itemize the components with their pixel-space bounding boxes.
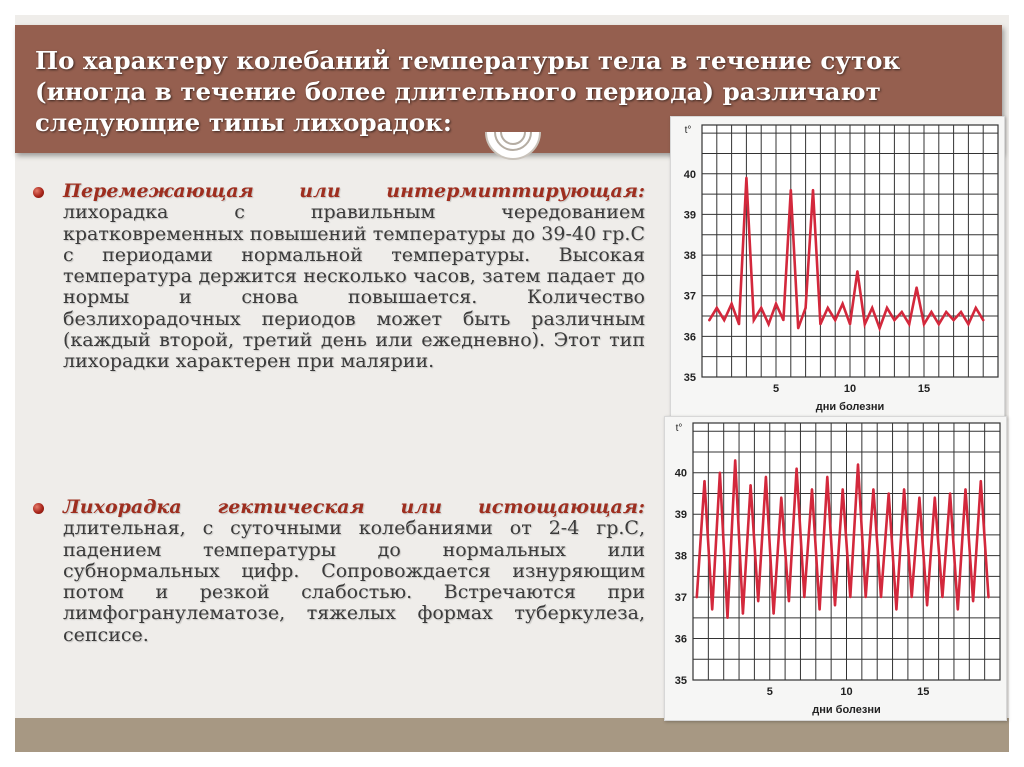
temperature-point: [745, 177, 747, 179]
bullet-hectic-text: [63, 497, 645, 646]
temperature-point: [696, 596, 698, 598]
y-tick-label: 36: [674, 633, 687, 646]
temperature-point: [772, 612, 774, 614]
temperature-point: [849, 596, 851, 598]
temperature-point: [760, 307, 762, 309]
temperature-point: [703, 480, 705, 482]
temperature-point: [982, 319, 984, 321]
temperature-point: [941, 596, 943, 598]
temperature-point: [834, 604, 836, 606]
temperature-point: [872, 488, 874, 490]
temperature-point: [767, 323, 769, 325]
temperature-point: [930, 311, 932, 313]
bullet-intermittent-body: лихорадка с правильным чередованием кратковременных повышений температуры до 39-40 гр.С с периодами нормальной температуры. Высокая температура держится несколько часов, затем падает до нормы и снова повышается. Количество безлихорадочных периодов может быть различным (каждый второй, третий день или ежедневно). Этот тип лихорадки характерен при малярии.: [63, 201, 645, 373]
slide-title: По характеру колебаний температуры тела в течение суток (иногда в течение более длительного периода) различают следующие типы лихорадок:: [35, 46, 901, 137]
x-tick-label: 15: [917, 686, 930, 698]
temperature-point: [753, 319, 755, 321]
y-tick-label: 38: [674, 550, 687, 563]
temperature-point: [827, 307, 829, 309]
temperature-point: [952, 319, 954, 321]
temperature-point: [757, 600, 759, 602]
temperature-point: [864, 596, 866, 598]
decorative-circle-icon: [482, 132, 544, 168]
temperature-point: [723, 319, 725, 321]
x-tick-label: 15: [917, 383, 931, 395]
temperature-point: [911, 596, 913, 598]
temperature-point: [878, 327, 880, 329]
bullet-intermittent-term: Перемежающая или интермиттирующая:: [63, 180, 645, 202]
temperature-point: [945, 311, 947, 313]
temperature-point: [711, 608, 713, 610]
temperature-point: [782, 319, 784, 321]
temperature-point: [730, 303, 732, 305]
temperature-point: [903, 488, 905, 490]
y-tick-label: 39: [683, 209, 696, 222]
bullet-hectic: [33, 497, 645, 646]
y-tick-label: 37: [683, 290, 696, 303]
y-tick-label: 35: [683, 372, 696, 384]
bullet-intermittent: [33, 181, 645, 373]
temperature-point: [726, 617, 728, 619]
temperature-point: [923, 323, 925, 325]
temperature-point: [797, 327, 799, 329]
y-tick-label: 37: [674, 592, 687, 605]
temperature-point: [811, 488, 813, 490]
temperature-point: [901, 311, 903, 313]
temperature-point: [918, 496, 920, 498]
temperature-point: [880, 596, 882, 598]
temperature-point: [716, 307, 718, 309]
temperature-point: [856, 270, 858, 272]
y-tick-label: 39: [674, 509, 687, 522]
temperature-point: [886, 307, 888, 309]
bullet-hectic-body: длительная, с суточными колебаниями от 2-4 гр.С, падением температуры до нормальных или субнормальных цифр. Сопровождается изнуряющим потом и резкой слабостью. Встречаются при лимфогранулематозе, тяжелых формах туберкулеза, сепсисе.: [63, 517, 645, 646]
temperature-point: [949, 492, 951, 494]
temperature-point: [788, 600, 790, 602]
temperature-point: [960, 311, 962, 313]
temperature-point: [964, 488, 966, 490]
temperature-point: [893, 319, 895, 321]
temperature-point: [803, 596, 805, 598]
y-axis-label: t°: [675, 423, 683, 434]
temperature-point: [908, 323, 910, 325]
y-axis-label: t°: [684, 125, 692, 136]
temperature-point: [812, 189, 814, 191]
y-tick-label: 40: [683, 168, 696, 181]
temperature-point: [780, 496, 782, 498]
bullet-dot-icon: [33, 187, 44, 198]
temperature-point: [871, 307, 873, 309]
temperature-point: [926, 604, 928, 606]
temperature-point: [765, 476, 767, 478]
x-tick-label: 10: [843, 383, 857, 395]
bullet-intermittent-text: [63, 181, 645, 373]
temperature-point: [857, 463, 859, 465]
temperature-point: [719, 472, 721, 474]
bullet-hectic-term: Лихорадка гектическая или истощающая:: [63, 496, 645, 518]
y-tick-label: 35: [674, 675, 687, 687]
x-tick-label: 5: [766, 686, 773, 698]
temperature-point: [967, 323, 969, 325]
temperature-point: [734, 459, 736, 461]
temperature-point: [826, 476, 828, 478]
temperature-point: [849, 323, 851, 325]
bottom-band: [15, 718, 1009, 752]
temperature-point: [972, 600, 974, 602]
chart-intermittent-svg: [671, 117, 1004, 417]
temperature-point: [980, 480, 982, 482]
chart-hectic-svg: [665, 417, 1006, 720]
temperature-point: [738, 323, 740, 325]
temperature-point: [841, 303, 843, 305]
x-tick-label: 5: [772, 383, 780, 395]
y-tick-label: 38: [683, 250, 696, 263]
bullet-dot-icon: [33, 503, 44, 514]
temperature-point: [938, 323, 940, 325]
y-tick-label: 40: [674, 467, 687, 480]
temperature-point: [975, 307, 977, 309]
temperature-point: [795, 467, 797, 469]
temperature-point: [888, 492, 890, 494]
temperature-point: [804, 307, 806, 309]
temperature-point: [749, 484, 751, 486]
temperature-point: [834, 319, 836, 321]
temperature-point: [987, 596, 989, 598]
x-axis-label: дни болезни: [815, 401, 885, 413]
temperature-point: [708, 319, 710, 321]
x-axis-label: дни болезни: [812, 704, 881, 716]
temperature-point: [819, 323, 821, 325]
temperature-point: [957, 608, 959, 610]
y-tick-label: 36: [683, 331, 696, 344]
temperature-point: [742, 612, 744, 614]
temperature-point: [818, 608, 820, 610]
temperature-point: [775, 303, 777, 305]
temperature-point: [864, 323, 866, 325]
temperature-point: [934, 496, 936, 498]
x-tick-label: 10: [840, 686, 853, 698]
temperature-point: [915, 286, 917, 288]
chart-intermittent-fever: [670, 116, 1005, 418]
temperature-point: [790, 189, 792, 191]
chart-hectic-fever: [664, 416, 1007, 721]
temperature-point: [841, 488, 843, 490]
temperature-point: [895, 608, 897, 610]
